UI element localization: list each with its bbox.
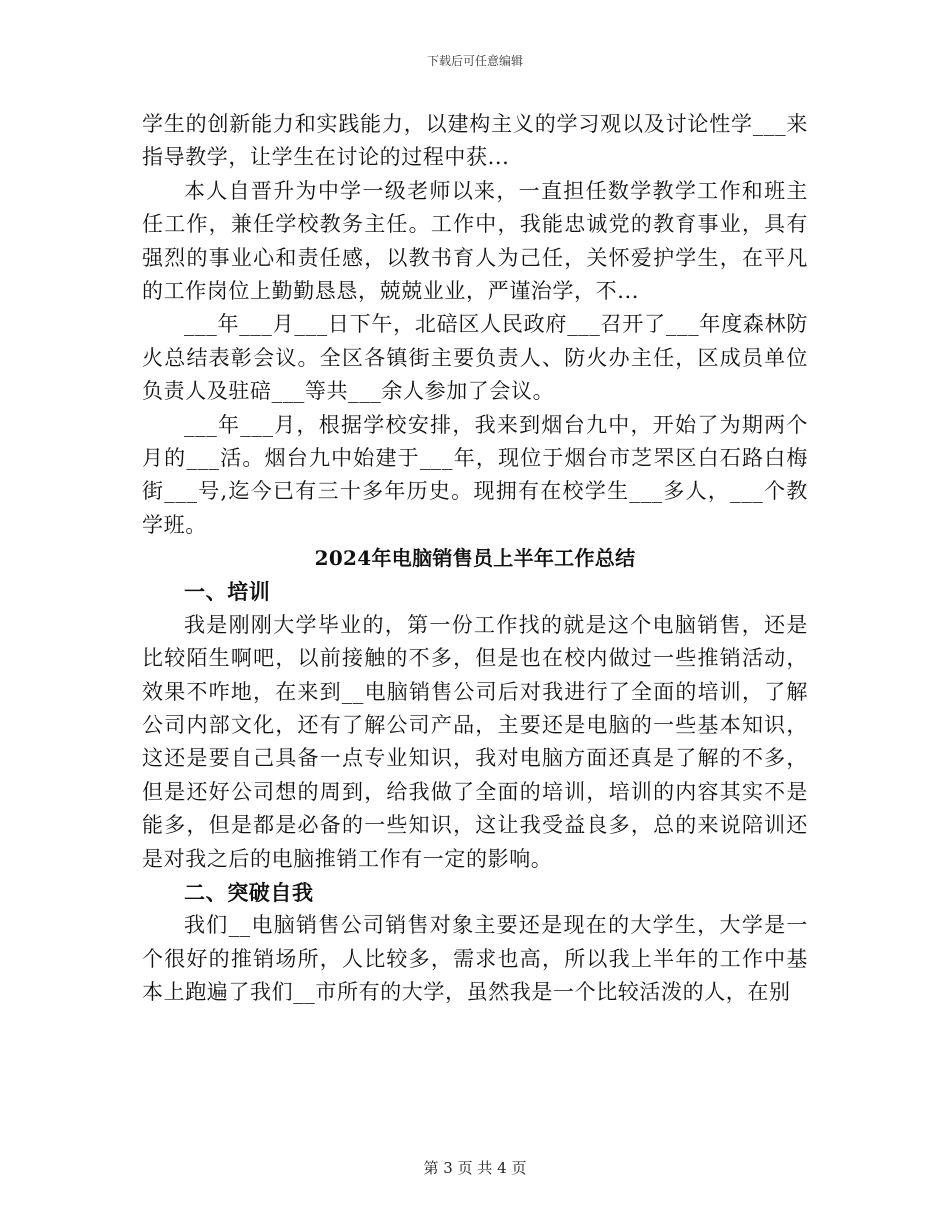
document-body — [142, 108, 808, 1010]
page-header: 下载后可任意编辑 — [426, 54, 523, 68]
section-heading-breakthrough: 二、突破自我 — [184, 879, 314, 905]
section-body-breakthrough: 我们__电脑销售公司销售对象主要还是现在的大学生，大学是一个很好的推销场所，人比较多，需求也高，所以我上半年的工作中基本上跑遍了我们__市所有的大学，虽然我是一个比较活泼的人，在别 — [142, 913, 808, 1005]
paragraph-meeting: ___年___月___日下午，北碚区人民政府___召开了___年度森林防火总结表彰会议。全区各镇街主要负责人、防火办主任，区成员单位负责人及驻碚___等共___余人参加了会议。 — [142, 312, 808, 404]
section-body-training: 我是刚刚大学毕业的，第一份工作找的就是这个电脑销售，还是比较陌生啊吧，以前接触的不多，但是也在校内做过一些推销活动，效果不咋地，在来到__电脑销售公司后对我进行了全面的培训，了解公司内部文化，还有了解公司产品，主要还是电脑的一些基本知识，这还是要自己具备一点专业知识，我对电脑方面还真是了解的不多，但是还好公司想的周到，给我做了全面的培训，培训的内容其实不是能多，但是都是必备的一些知识，这让我受益良多，总的来说陪训还是对我之后的电脑推销工作有一定的影响。 — [142, 612, 808, 871]
article-title: 2024年电脑销售员上半年工作总结 — [314, 546, 636, 571]
page-footer: 第 3 页 共 4 页 — [423, 1159, 527, 1177]
paragraph-continued: 学生的创新能力和实践能力，以建构主义的学习观以及讨论性学___来指导教学，让学生在讨论的过程中获... — [142, 112, 808, 170]
paragraph-teacher: 本人自晋升为中学一级老师以来，一直担任数学教学工作和班主任工作，兼任学校教务主任。工作中，我能忠诚党的教育事业，具有强烈的事业心和责任感，以教书育人为己任，关怀爱护学生，在平凡的工作岗位上勤勤恳恳，兢兢业业，严谨治学，不... — [142, 178, 808, 304]
paragraph-school: ___年___月，根据学校安排，我来到烟台九中，开始了为期两个月的___活。烟台九中始建于___年，现位于烟台市芝罘区白石路白梅街___号,迄今已有三十多年历史。现拥有在校学生___多人，___个教学班。 — [142, 412, 808, 537]
section-heading-training: 一、培训 — [184, 579, 271, 605]
